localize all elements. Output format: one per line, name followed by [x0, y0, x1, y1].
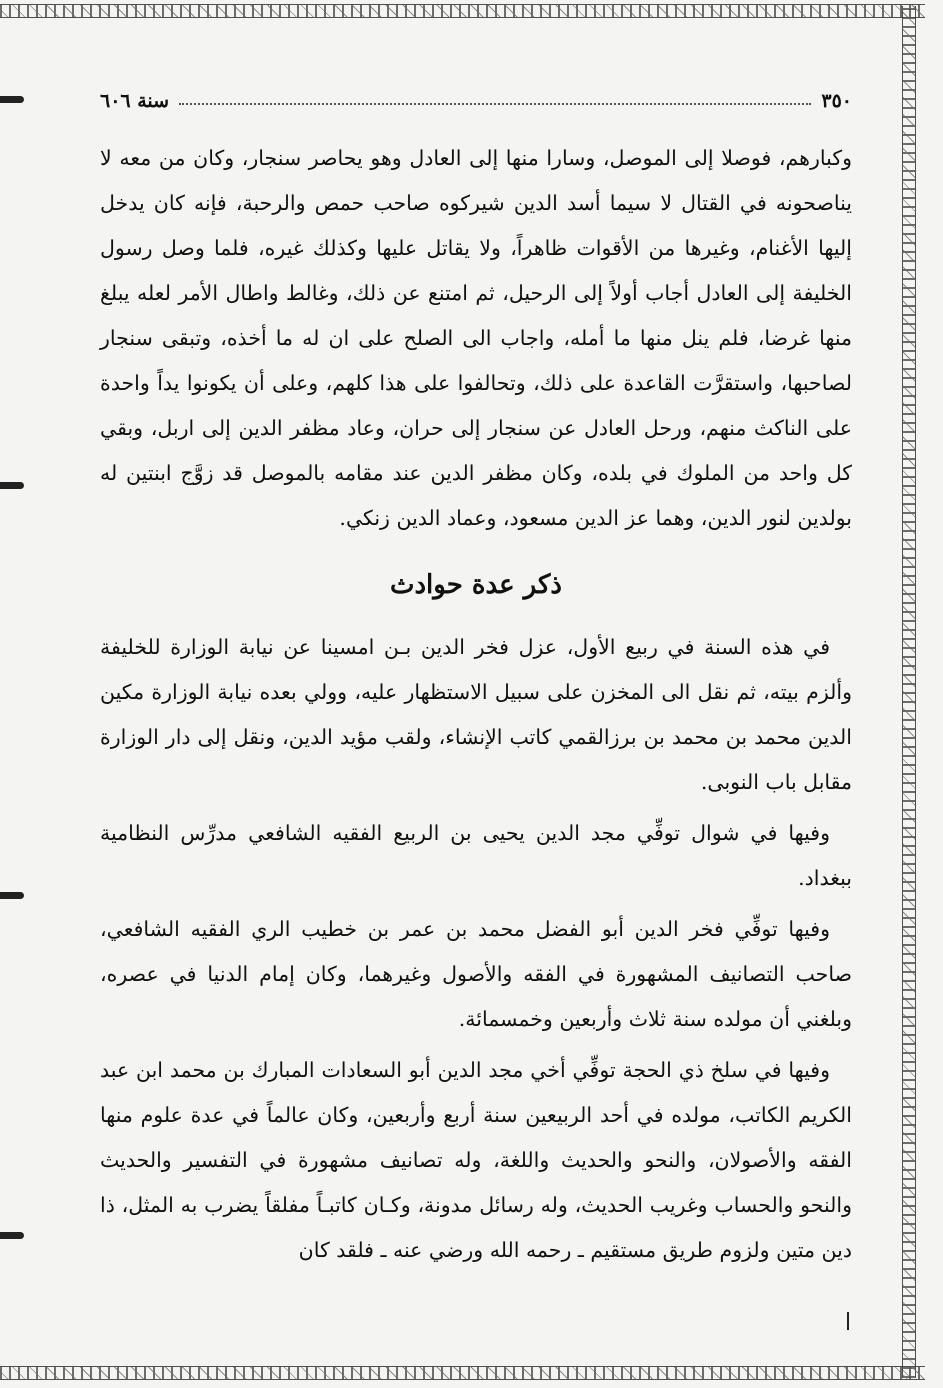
- margin-tick: [847, 1312, 849, 1330]
- margin-edge-mark: [0, 1232, 24, 1239]
- margin-edge-mark: [0, 96, 24, 103]
- section-title: ذكر عدة حوادث: [390, 570, 562, 600]
- running-title: سنة ٦٠٦: [100, 90, 170, 112]
- margin-edge-mark: [0, 482, 24, 489]
- decorative-border-top: [0, 4, 925, 18]
- section-paragraph: وفيها في شوال توفِّي مجد الدين يحيى بن الربيع الفقيه الشافعي مدرِّس النظامية ببغداد.: [100, 821, 852, 890]
- decorative-border-bottom: [0, 1366, 925, 1380]
- section-paragraph: وفيها توفِّي فخر الدين أبو الفضل محمد بن عمر بن خطيب الري الفقيه الشافعي، صاحب التصانيف المشهورة في الفقه والأصول وغيرهما، وكان إمام الدنيا في عصره، وبلغني أن مولده سنة ثلاث وأربعين وخمسمائة.: [100, 917, 852, 1031]
- margin-edge-mark: [0, 892, 24, 899]
- section-paragraph: وفيها في سلخ ذي الحجة توفِّي أخي مجد الدين أبو السعادات المبارك بن محمد ابن عبد الكريم الكاتب، مولده في أحد الربيعين سنة أربع وأربعين، وكان عالماً في عدة علوم منها الفقه والأصولان، والنحو والحديث واللغة، وله تصانيف مشهورة في التفسير والحديث والنحو والحساب وغريب الحديث، وله رسائل مدونة، وكـان كاتبـاً مفلقاً يضرب به المثل، ذا دين متين ولزوم طريق مستقيم ـ رحمه الله ورضي عنه ـ فلقد كان: [100, 1058, 852, 1262]
- page-number: ٣٥٠: [821, 90, 852, 112]
- continued-paragraph: وكبارهم، فوصلا إلى الموصل، وسارا منها إلى العادل وهو يحاصر سنجار، وكان من معه لا يناصحونه في القتال لا سيما أسد الدين شيركوه صاحب حمص والرحبة، فإنه كان يدخل إليها الأغنام، وغيرها من الأقوات ظاهراً، ولا يقاتل عليها وكذلك غيره، فلما وصل رسول الخليفة إلى العادل أجاب أولاً إلى الرحيل، ثم امتنع عن ذلك، وغالط واطال الأمر لعله يبلغ منها غرضا، فلم ينل منها ما أمله، واجاب الى الصلح على ان له ما أخذه، وتبقى سنجار لصاحبها، واستقرَّت القاعدة على ذلك، وتحالفوا على هذا كلهم، وعلى أن يكونوا يداً واحدة على الناكث منهم، ورحل العادل عن سنجار إلى حران، وعاد مظفر الدين إلى اربل، وبقي كل واحد من الملوك في بلده، وكان مظفر الدين عند مقامه بالموصل قد زوَّج ابنتين له بولدين لنور الدين، وهما عز الدين مسعود، وعماد الدين زنكي.: [100, 146, 852, 530]
- page-header: [100, 86, 852, 116]
- page-body: [100, 136, 852, 1273]
- decorative-border-right: [902, 6, 916, 1378]
- section-paragraph: في هذه السنة في ربيع الأول، عزل فخر الدين بـن امسينا عن نيابة الوزارة للخليفة وألزم بيته، ثم نقل الى المخزن على سبيل الاستظهار عليه، وولي بعده نيابة الوزارة مكين الدين محمد بن محمد بن برزالقمي كاتب الإنشاء، ولقب مؤيد الدين، ونقل إلى دار الوزارة مقابل باب النوبى.: [100, 635, 852, 794]
- header-dotted-rule: [179, 103, 811, 105]
